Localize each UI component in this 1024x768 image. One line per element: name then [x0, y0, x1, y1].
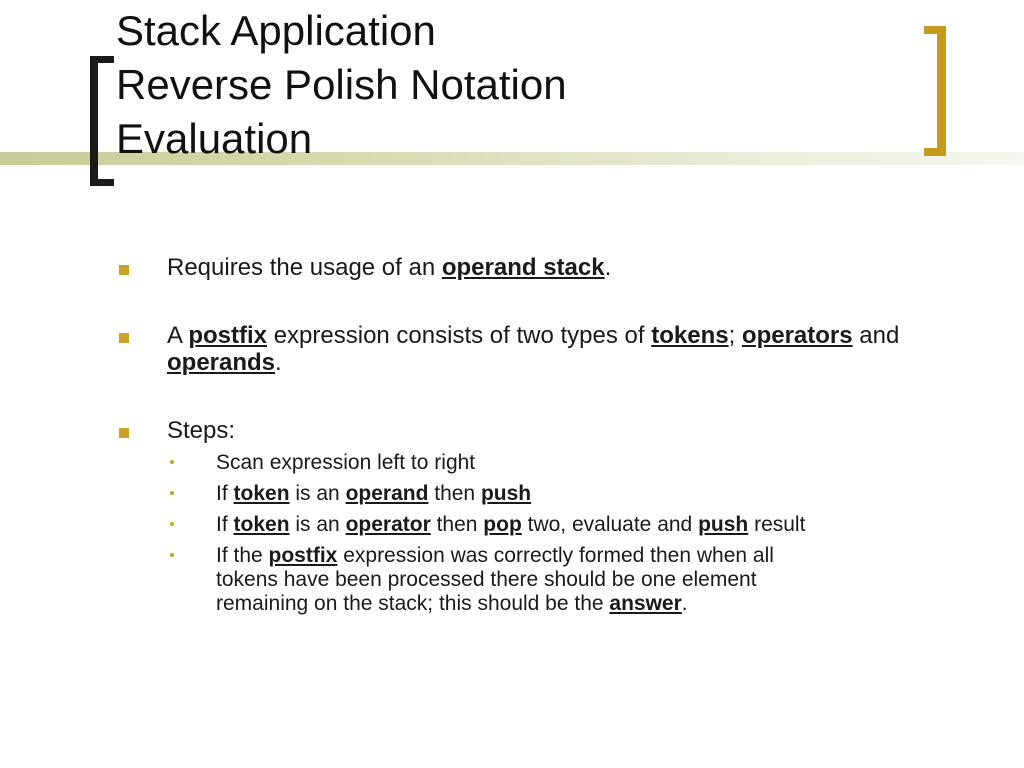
left-bracket-top-tick — [90, 56, 114, 63]
keyword-pop: pop — [483, 513, 522, 536]
bullet-text: . — [604, 254, 612, 281]
bullet-list — [119, 254, 969, 623]
keyword-push: push — [480, 482, 532, 505]
bullet-text: . — [275, 349, 282, 376]
keyword-token: token — [233, 482, 290, 505]
dot-bullet-icon — [170, 460, 174, 464]
title-line-2: Reverse Polish Notation — [116, 61, 567, 108]
bullet-text: and — [852, 322, 900, 349]
sub-bullet-list — [119, 451, 969, 616]
square-bullet-icon — [119, 333, 129, 343]
sub-bullet-text: Scan expression left to right — [216, 451, 476, 474]
keyword-operand: operand — [345, 482, 429, 505]
sub-bullet-text: then — [428, 482, 481, 505]
bullet-item-2 — [119, 322, 969, 376]
title-line-3: Evaluation — [116, 115, 313, 162]
keyword-operators: operators — [741, 322, 853, 349]
square-bullet-icon — [119, 428, 129, 438]
sub-bullet-text: two, evaluate and — [521, 513, 699, 536]
square-bullet-icon — [119, 265, 129, 275]
bullet-item-3 — [119, 417, 969, 444]
bullet-text: Steps: — [167, 417, 236, 444]
left-bracket-bottom-tick — [90, 179, 114, 186]
sub-bullet-text: is an — [289, 513, 346, 536]
keyword-operand-stack: operand stack — [441, 254, 605, 281]
sub-bullet-text: If the — [216, 544, 269, 567]
right-bracket-bottom-tick — [924, 148, 946, 156]
dot-bullet-icon — [170, 553, 174, 557]
bullet-text: expression consists of two types of — [267, 322, 652, 349]
bullet-text: A — [167, 322, 189, 349]
keyword-postfix: postfix — [268, 544, 338, 567]
sub-bullet-text: If — [216, 482, 234, 505]
dot-bullet-icon — [170, 491, 174, 495]
bullet-item-1 — [119, 254, 969, 281]
sub-bullet-text: . — [681, 592, 688, 615]
sub-bullet-text: result — [748, 513, 806, 536]
right-bracket — [937, 26, 946, 156]
sub-bullet-item-3 — [119, 513, 976, 537]
slide-title — [116, 4, 896, 166]
keyword-tokens: tokens — [651, 322, 729, 349]
right-bracket-top-tick — [924, 26, 946, 34]
sub-bullet-text: is an — [289, 482, 346, 505]
sub-bullet-item-2 — [119, 482, 846, 506]
title-line-1: Stack Application — [116, 7, 436, 54]
sub-bullet-item-1 — [119, 451, 846, 475]
sub-bullet-text: expression was correctly formed then when all tokens have been processed there should be one element remaining on the stack; this should be the — [216, 544, 774, 615]
keyword-answer: answer — [609, 592, 682, 615]
sub-bullet-text: then — [430, 513, 484, 536]
keyword-token: token — [233, 513, 290, 536]
left-bracket — [90, 56, 98, 186]
bullet-text: Requires the usage of an — [167, 254, 442, 281]
keyword-operands: operands — [167, 349, 276, 376]
sub-bullet-text: If — [216, 513, 234, 536]
keyword-operator: operator — [345, 513, 431, 536]
dot-bullet-icon — [170, 522, 174, 526]
keyword-push: push — [698, 513, 749, 536]
sub-bullet-item-4 — [119, 544, 806, 616]
keyword-postfix: postfix — [188, 322, 268, 349]
bullet-text: ; — [728, 322, 742, 349]
